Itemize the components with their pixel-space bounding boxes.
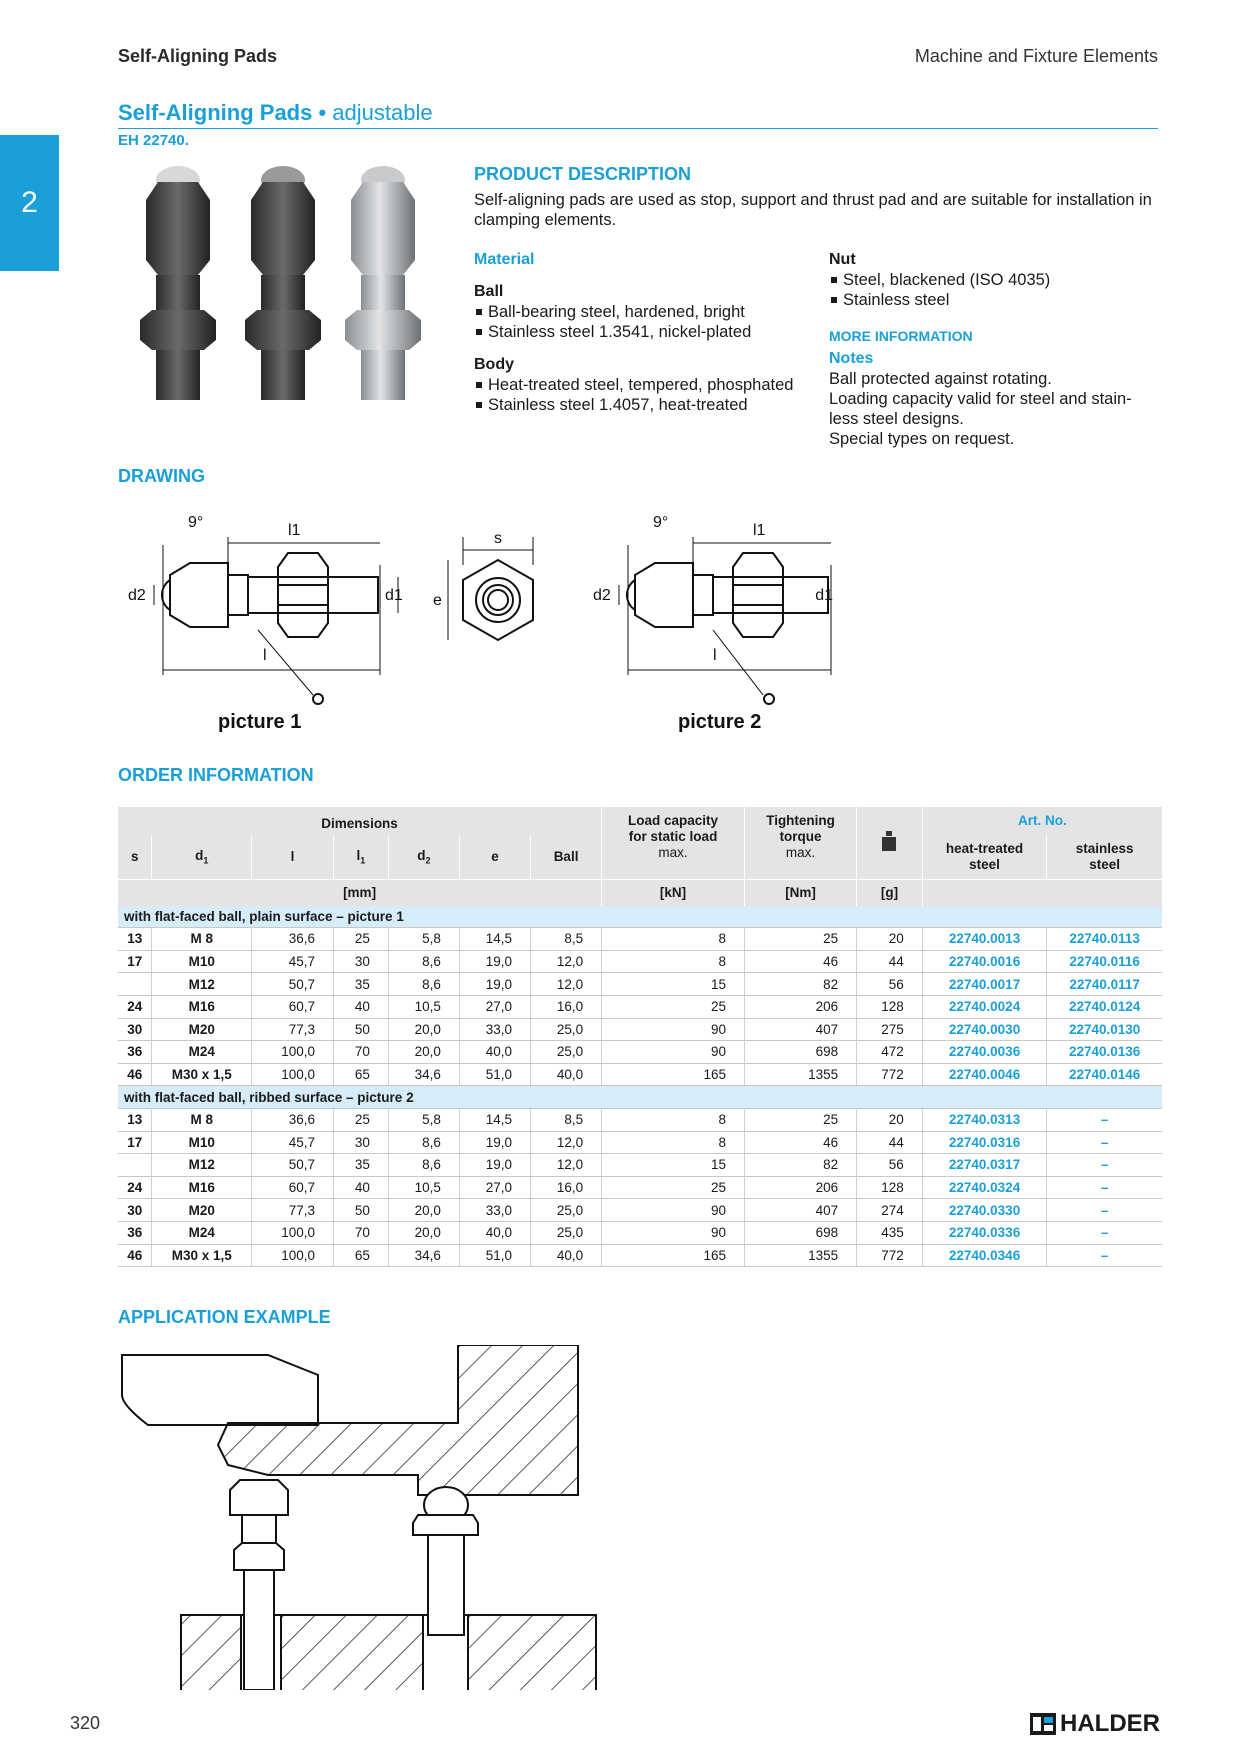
picture-1-caption: picture 1 [218, 711, 302, 733]
cell-d2: 5,8 [388, 1108, 459, 1131]
cell-ht[interactable]: 22740.0036 [922, 1041, 1046, 1064]
cell-s: 46 [118, 1244, 152, 1267]
cell-e: 51,0 [459, 1244, 530, 1267]
cell-g: 20 [857, 1108, 923, 1131]
cell-kn: 8 [602, 1131, 745, 1154]
cell-l1: 25 [333, 1108, 388, 1131]
group-label: with flat-faced ball, plain surface – picture 1 [118, 906, 1162, 928]
cell-g: 56 [857, 1154, 923, 1177]
cell-ss[interactable]: – [1047, 1154, 1162, 1177]
cell-ht[interactable]: 22740.0017 [922, 973, 1046, 996]
cell-g: 772 [857, 1063, 923, 1086]
cell-ss[interactable]: 22740.0116 [1047, 950, 1162, 973]
cell-d2: 8,6 [388, 950, 459, 973]
cell-kn: 8 [602, 1108, 745, 1131]
cell-ball: 40,0 [531, 1244, 602, 1267]
cell-g: 128 [857, 1176, 923, 1199]
body-material-list [474, 375, 793, 415]
cell-s: 46 [118, 1063, 152, 1086]
cell-s: 17 [118, 1131, 152, 1154]
cell-d2: 5,8 [388, 928, 459, 951]
cell-ss[interactable]: 22740.0113 [1047, 928, 1162, 951]
table-row [118, 1063, 1162, 1086]
drawing-picture-1 [154, 537, 398, 704]
cell-l: 100,0 [252, 1244, 334, 1267]
cell-l: 100,0 [252, 1041, 334, 1064]
cell-l: 50,7 [252, 1154, 334, 1177]
cell-ht[interactable]: 22740.0336 [922, 1221, 1046, 1244]
drawing-picture-2 [619, 537, 838, 704]
cell-kn: 8 [602, 928, 745, 951]
cell-ball: 25,0 [531, 1041, 602, 1064]
list-item: Heat-treated steel, tempered, phosphated [474, 375, 793, 395]
notes-heading: Notes [829, 350, 874, 367]
table-row [118, 1131, 1162, 1154]
cell-ht[interactable]: 22740.0317 [922, 1154, 1046, 1177]
body-heading: Body [474, 356, 514, 373]
cell-l1: 70 [333, 1221, 388, 1244]
cell-nm: 46 [744, 1131, 856, 1154]
cell-kn: 90 [602, 1018, 745, 1041]
cell-ss[interactable]: – [1047, 1199, 1162, 1222]
group-row [118, 1086, 1162, 1109]
cell-l1: 70 [333, 1041, 388, 1064]
cell-ht[interactable]: 22740.0324 [922, 1176, 1046, 1199]
ball-material-list [474, 302, 751, 342]
cell-l1: 25 [333, 928, 388, 951]
label-d2: d2 [128, 587, 146, 604]
table-row [118, 1199, 1162, 1222]
cell-ball: 16,0 [531, 995, 602, 1018]
table-row [118, 1244, 1162, 1267]
title-separator: • [312, 100, 333, 125]
col-l1-header: $l_1$ [333, 835, 388, 880]
cell-l1: 30 [333, 1131, 388, 1154]
cell-ss[interactable]: 22740.0146 [1047, 1063, 1162, 1086]
table-row [118, 1108, 1162, 1131]
running-header-right: Machine and Fixture Elements [914, 46, 1158, 66]
order-table-body [118, 906, 1162, 1267]
load-capacity-line: max. [658, 845, 688, 860]
cell-d2: 34,6 [388, 1244, 459, 1267]
technical-drawing [118, 505, 838, 745]
ball-heading: Ball [474, 283, 504, 300]
cell-s [118, 973, 152, 996]
table-row [118, 1221, 1162, 1244]
cell-ball: 25,0 [531, 1199, 602, 1222]
cell-g: 128 [857, 995, 923, 1018]
cell-e: 19,0 [459, 973, 530, 996]
cell-ball: 12,0 [531, 973, 602, 996]
cell-ball: 12,0 [531, 950, 602, 973]
unit-kn: [kN] [602, 879, 745, 906]
col-s-header: s [118, 835, 152, 880]
cell-d2: 34,6 [388, 1063, 459, 1086]
cell-l1: 50 [333, 1199, 388, 1222]
product-code: EH 22740. [118, 132, 189, 149]
cell-nm: 1355 [744, 1063, 856, 1086]
nut-material-list [829, 270, 1050, 310]
cell-l: 50,7 [252, 973, 334, 996]
cell-l: 77,3 [252, 1018, 334, 1041]
cell-nm: 25 [744, 1108, 856, 1131]
order-table [118, 807, 1162, 1267]
col-e-header: e [459, 835, 530, 880]
cell-e: 19,0 [459, 950, 530, 973]
table-row [118, 1176, 1162, 1199]
cell-d2: 20,0 [388, 1041, 459, 1064]
order-information-heading: ORDER INFORMATION [118, 765, 314, 785]
cell-nm: 407 [744, 1199, 856, 1222]
notes-line: less steel designs. [829, 410, 964, 428]
cell-l: 45,7 [252, 950, 334, 973]
pad-photo-ribbed [245, 166, 321, 400]
cell-e: 51,0 [459, 1063, 530, 1086]
cell-s: 17 [118, 950, 152, 973]
cell-ball: 8,5 [531, 928, 602, 951]
header-line: heat-treated [945, 840, 1024, 856]
cell-l1: 30 [333, 950, 388, 973]
cell-ht[interactable]: 22740.0030 [922, 1018, 1046, 1041]
cell-l1: 40 [333, 995, 388, 1018]
load-capacity-line: Load capacity [628, 813, 719, 828]
cell-l: 60,7 [252, 995, 334, 1018]
cell-e: 33,0 [459, 1199, 530, 1222]
cell-ball: 16,0 [531, 1176, 602, 1199]
cell-s: 30 [118, 1018, 152, 1041]
cell-l1: 35 [333, 1154, 388, 1177]
list-item: Stainless steel [829, 290, 1050, 310]
cell-l: 77,3 [252, 1199, 334, 1222]
list-item: Stainless steel 1.3541, nickel-plated [474, 322, 751, 342]
page-title [118, 100, 433, 126]
pad-photo-plain [140, 166, 216, 400]
cell-kn: 15 [602, 973, 745, 996]
cell-kn: 15 [602, 1154, 745, 1177]
list-item: Stainless steel 1.4057, heat-treated [474, 395, 793, 415]
cell-l: 60,7 [252, 1176, 334, 1199]
label-d1-2: d1 [815, 587, 833, 604]
cell-g: 56 [857, 973, 923, 996]
application-example-drawing [118, 1345, 598, 1690]
cell-l: 36,6 [252, 1108, 334, 1131]
cell-ss[interactable]: 22740.0130 [1047, 1018, 1162, 1041]
notes-line: Ball protected against rotating. [829, 370, 1052, 388]
label-d1: d1 [385, 587, 403, 604]
cell-d1: M24 [152, 1221, 252, 1244]
label-l1-2: l1 [753, 522, 766, 539]
title-rule [118, 128, 1158, 129]
cell-g: 274 [857, 1199, 923, 1222]
cell-e: 14,5 [459, 928, 530, 951]
cell-l: 100,0 [252, 1221, 334, 1244]
unit-nm: [Nm] [744, 879, 856, 906]
cell-nm: 1355 [744, 1244, 856, 1267]
cell-l1: 50 [333, 1018, 388, 1041]
more-information-heading: MORE INFORMATION [829, 328, 973, 344]
running-header-left: Self-Aligning Pads [118, 46, 278, 66]
cell-ht[interactable]: 22740.0346 [922, 1244, 1046, 1267]
cell-ht[interactable]: 22740.0013 [922, 928, 1046, 951]
cell-nm: 698 [744, 1221, 856, 1244]
cell-d2: 20,0 [388, 1199, 459, 1222]
title-bold: Self-Aligning Pads [118, 100, 313, 125]
drawing-end-view [448, 537, 533, 640]
cell-l1: 65 [333, 1244, 388, 1267]
material-heading: Material [474, 251, 535, 268]
cell-ss[interactable]: 22740.0124 [1047, 995, 1162, 1018]
cell-ht[interactable]: 22740.0016 [922, 950, 1046, 973]
label-l-2: l [713, 647, 717, 664]
label-l1: l1 [288, 522, 301, 539]
col-l-header: l [252, 835, 334, 880]
header-line: stainless [1075, 840, 1134, 856]
cell-d2: 10,5 [388, 1176, 459, 1199]
title-rest: adjustable [332, 100, 433, 125]
load-capacity-line: for static load [628, 829, 718, 844]
cell-ball: 25,0 [531, 1018, 602, 1041]
halder-logo [1030, 1710, 1160, 1738]
notes-line: Special types on request. [829, 430, 1015, 448]
cell-s: 13 [118, 1108, 152, 1131]
table-row [118, 1018, 1162, 1041]
cell-kn: 90 [602, 1199, 745, 1222]
cell-ss[interactable]: – [1047, 1244, 1162, 1267]
cell-d2: 8,6 [388, 1154, 459, 1177]
cell-ht[interactable]: 22740.0313 [922, 1108, 1046, 1131]
cell-e: 19,0 [459, 1154, 530, 1177]
label-l: l [263, 647, 267, 664]
cell-d1: M16 [152, 995, 252, 1018]
cell-kn: 90 [602, 1041, 745, 1064]
cell-d1: M10 [152, 950, 252, 973]
cell-ss[interactable]: – [1047, 1108, 1162, 1131]
cell-s: 24 [118, 1176, 152, 1199]
cell-ss[interactable]: 22740.0136 [1047, 1041, 1162, 1064]
cell-g: 435 [857, 1221, 923, 1244]
cell-ht[interactable]: 22740.0316 [922, 1131, 1046, 1154]
cell-g: 44 [857, 1131, 923, 1154]
torque-line: torque [779, 829, 822, 844]
cell-nm: 82 [744, 973, 856, 996]
notes-line: Loading capacity valid for steel and stain- [829, 390, 1132, 408]
col-d2-header: $d_2$ [388, 835, 459, 880]
load-capacity-header [602, 807, 745, 879]
label-angle: 9° [188, 514, 204, 531]
cell-d1: M10 [152, 1131, 252, 1154]
drawing-heading: DRAWING [118, 466, 205, 486]
cell-e: 14,5 [459, 1108, 530, 1131]
table-row [118, 928, 1162, 951]
application-example-heading: APPLICATION EXAMPLE [118, 1307, 331, 1327]
cell-d2: 8,6 [388, 973, 459, 996]
label-s: s [494, 530, 502, 547]
cell-nm: 206 [744, 1176, 856, 1199]
list-item: Steel, blackened (ISO 4035) [829, 270, 1050, 290]
page-number: 320 [70, 1713, 101, 1733]
cell-s: 36 [118, 1041, 152, 1064]
col-d1-header: $d_1$ [152, 835, 252, 880]
cell-ss[interactable]: – [1047, 1221, 1162, 1244]
table-row [118, 1154, 1162, 1177]
cell-ht[interactable]: 22740.0330 [922, 1199, 1046, 1222]
label-angle-2: 9° [653, 514, 669, 531]
cell-s: 36 [118, 1221, 152, 1244]
cell-nm: 25 [744, 928, 856, 951]
dimensions-header: Dimensions [118, 807, 602, 835]
cell-d2: 20,0 [388, 1221, 459, 1244]
cell-d1: M20 [152, 1018, 252, 1041]
col-stainless-header [1047, 835, 1162, 880]
cell-d1: M16 [152, 1176, 252, 1199]
product-description-text: Self-aligning pads are used as stop, support and thrust pad and are suitable for installation in clamping elements. [474, 191, 1152, 229]
label-e: e [433, 592, 442, 609]
cell-s: 13 [118, 928, 152, 951]
cell-e: 19,0 [459, 1131, 530, 1154]
cell-d1: M20 [152, 1199, 252, 1222]
list-item: Ball-bearing steel, hardened, bright [474, 302, 751, 322]
cell-e: 40,0 [459, 1221, 530, 1244]
cell-g: 275 [857, 1018, 923, 1041]
cell-s: 24 [118, 995, 152, 1018]
cell-kn: 90 [602, 1221, 745, 1244]
cell-d2: 20,0 [388, 1018, 459, 1041]
cell-kn: 165 [602, 1063, 745, 1086]
cell-d1: M 8 [152, 1108, 252, 1131]
cell-ball: 25,0 [531, 1221, 602, 1244]
halder-logo-text: HALDER [1060, 1710, 1160, 1737]
pad-photo-stainless [345, 166, 421, 400]
cell-nm: 698 [744, 1041, 856, 1064]
cell-d1: M24 [152, 1041, 252, 1064]
cell-nm: 407 [744, 1018, 856, 1041]
cell-d1: M 8 [152, 928, 252, 951]
picture-2-caption: picture 2 [678, 711, 762, 733]
unit-mm: [mm] [118, 879, 602, 906]
cell-nm: 82 [744, 1154, 856, 1177]
cell-l1: 40 [333, 1176, 388, 1199]
torque-header [744, 807, 856, 879]
cell-ss[interactable]: 22740.0117 [1047, 973, 1162, 996]
notes-text [829, 369, 1132, 449]
cell-ss[interactable]: – [1047, 1176, 1162, 1199]
cell-ball: 12,0 [531, 1131, 602, 1154]
chapter-tab: 2 [0, 135, 59, 271]
weight-icon [880, 829, 898, 853]
cell-ball: 8,5 [531, 1108, 602, 1131]
cell-l: 36,6 [252, 928, 334, 951]
table-row [118, 973, 1162, 996]
table-row [118, 1041, 1162, 1064]
halder-logo-mark [1030, 1713, 1056, 1735]
cell-d2: 8,6 [388, 1131, 459, 1154]
cell-kn: 25 [602, 995, 745, 1018]
cell-nm: 46 [744, 950, 856, 973]
unit-g: [g] [857, 879, 923, 906]
group-label: with flat-faced ball, ribbed surface – picture 2 [118, 1086, 1162, 1109]
cell-d1: M12 [152, 973, 252, 996]
product-photos [118, 160, 438, 410]
unit-blank [922, 879, 1162, 906]
col-ball-header: Ball [531, 835, 602, 880]
cell-d1: M30 x 1,5 [152, 1063, 252, 1086]
cell-kn: 8 [602, 950, 745, 973]
col-heat-treated-header [922, 835, 1046, 880]
table-row [118, 995, 1162, 1018]
nut-heading: Nut [829, 251, 856, 268]
cell-e: 40,0 [459, 1041, 530, 1064]
cell-e: 27,0 [459, 995, 530, 1018]
cell-g: 772 [857, 1244, 923, 1267]
cell-e: 27,0 [459, 1176, 530, 1199]
table-row [118, 950, 1162, 973]
cell-d1: M12 [152, 1154, 252, 1177]
torque-line: Tightening [766, 813, 835, 828]
cell-kn: 25 [602, 1176, 745, 1199]
cell-kn: 165 [602, 1244, 745, 1267]
cell-e: 33,0 [459, 1018, 530, 1041]
weight-icon-header [857, 807, 923, 879]
cell-ss[interactable]: – [1047, 1131, 1162, 1154]
cell-d1: M30 x 1,5 [152, 1244, 252, 1267]
cell-g: 44 [857, 950, 923, 973]
cell-nm: 206 [744, 995, 856, 1018]
cell-l1: 65 [333, 1063, 388, 1086]
product-description-heading: PRODUCT DESCRIPTION [474, 164, 692, 184]
cell-ball: 12,0 [531, 1154, 602, 1177]
cell-l: 45,7 [252, 1131, 334, 1154]
cell-d2: 10,5 [388, 995, 459, 1018]
cell-ht[interactable]: 22740.0046 [922, 1063, 1046, 1086]
cell-l: 100,0 [252, 1063, 334, 1086]
header-line: steel [1089, 856, 1121, 872]
cell-ht[interactable]: 22740.0024 [922, 995, 1046, 1018]
cell-g: 472 [857, 1041, 923, 1064]
cell-s [118, 1154, 152, 1177]
cell-ball: 40,0 [531, 1063, 602, 1086]
header-line: steel [969, 856, 1000, 872]
label-d2-2: d2 [593, 587, 611, 604]
cell-s: 30 [118, 1199, 152, 1222]
torque-line: max. [785, 845, 816, 860]
art-no-header: Art. No. [922, 807, 1162, 835]
cell-g: 20 [857, 928, 923, 951]
cell-l1: 35 [333, 973, 388, 996]
group-row [118, 906, 1162, 928]
